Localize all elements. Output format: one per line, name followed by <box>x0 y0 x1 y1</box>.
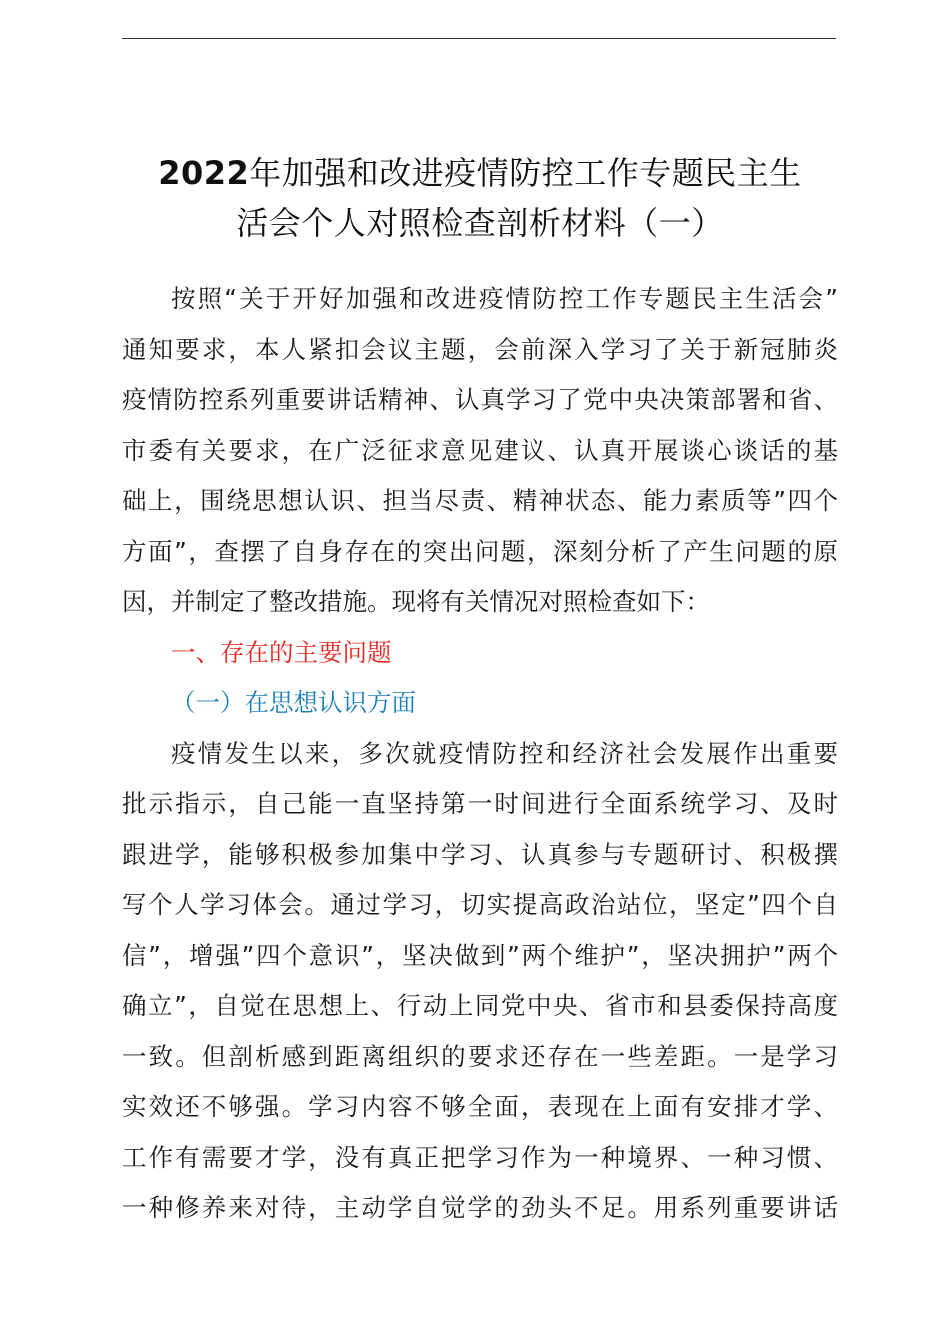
text-line: 市委有关要求，在广泛征求意见建议、认真开展谈心谈话的基 <box>122 435 838 465</box>
document-body <box>122 274 838 1234</box>
header-rule <box>122 38 836 39</box>
title-line-1 <box>100 148 860 198</box>
text-line: 批示指示，自己能一直坚持第一时间进行全面系统学习、及时 <box>122 789 838 818</box>
text-line: 方面”，查摆了自身存在的突出问题，深刻分析了产生问题的原 <box>122 536 838 566</box>
text-line: 疫情防控系列重要讲话精神、认真学习了党中央决策部署和省、 <box>122 385 838 414</box>
subsection-heading: （一）在思想认识方面 <box>171 688 416 717</box>
text-line: 写个人学习体会。通过学习，切实提高政治站位，坚定”四个自 <box>122 890 838 919</box>
text-line: 确立”，自觉在思想上、行动上同党中央、省市和县委保持高度 <box>122 991 838 1020</box>
text-line: 跟进学，能够积极参加集中学习、认真参与专题研讨、积极撰 <box>122 839 838 869</box>
text-line: 工作有需要才学，没有真正把学习作为一种境界、一种习惯、 <box>122 1142 838 1172</box>
text-line: 实效还不够强。学习内容不够全面，表现在上面有安排才学、 <box>122 1092 838 1121</box>
section-heading: 一、存在的主要问题 <box>171 637 392 667</box>
text-line: 一致。但剖析感到距离组织的要求还存在一些差距。一是学习 <box>122 1041 838 1071</box>
text-line: 通知要求，本人紧扣会议主题，会前深入学习了关于新冠肺炎 <box>122 334 838 364</box>
text-line: 疫情发生以来，多次就疫情防控和经济社会发展作出重要 <box>171 738 838 768</box>
text-line: 一种修养来对待，主动学自觉学的劲头不足。用系列重要讲话 <box>122 1193 838 1222</box>
title-year: 2022 <box>158 154 250 192</box>
text-line: 按照“关于开好加强和改进疫情防控工作专题民主生活会” <box>171 284 838 313</box>
document-title <box>100 148 860 248</box>
intro-paragraph <box>122 274 838 628</box>
title-line-2: 活会个人对照检查剖析材料（一） <box>236 204 724 242</box>
text-line: 因，并制定了整改措施。现将有关情况对照检查如下： <box>122 587 710 616</box>
body-paragraph <box>122 729 838 1234</box>
text-line: 信”，增强”四个意识”，坚决做到”两个维护”，坚决拥护”两个 <box>122 940 838 970</box>
title-line-1-text: 年加强和改进疫情防控工作专题民主生 <box>249 154 802 192</box>
text-line: 础上，围绕思想认识、担当尽责、精神状态、能力素质等”四个 <box>122 486 838 515</box>
